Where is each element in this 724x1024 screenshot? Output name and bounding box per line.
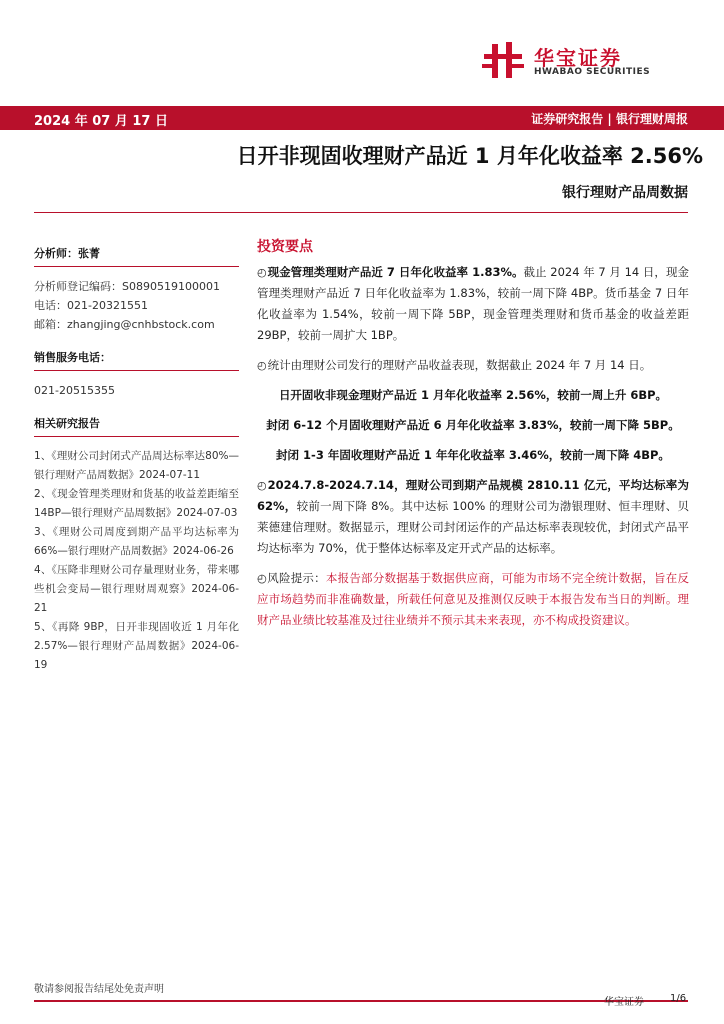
header-divider — [34, 212, 688, 213]
footer-divider — [34, 1000, 688, 1002]
related-report-item[interactable]: 4、《压降非理财公司存量理财业务，带来哪些机会变局—银行理财周观察》2024-06-21 — [34, 564, 239, 614]
paragraph-body: 较前一周下降 8%。其中达标 100% 的理财公司为渤银理财、恒丰理财、贝莱德建信理财。数据显示，理财公司封闭运作的产品达标率表现较优，封闭式产品平均达标率为 70%，优于整体达标率及定开式产品的达标率。 — [257, 499, 689, 555]
related-report-item[interactable]: 2、《现金管理类理财和货基的收益差距缩至 14BP—银行理财产品周数据》2024-07-03 — [34, 488, 239, 519]
report-subtitle: 银行理财产品周数据 — [562, 185, 688, 201]
main-content — [257, 236, 689, 631]
risk-label: 风险提示： — [267, 571, 326, 585]
related-report-item[interactable]: 3、《理财公司周度到期产品平均达标率为 66%—银行理财产品周数据》2024-06-26 — [34, 526, 239, 557]
hwabao-logo-icon — [480, 40, 526, 80]
analyst-name: 分析师：张菁 — [34, 247, 100, 260]
paragraph-stats-scope — [257, 355, 689, 376]
page-number: 1/6 — [670, 993, 687, 1004]
paragraph-lead: 现金管理类理财产品近 7 日年化收益率 1.83%。 — [267, 265, 524, 279]
related-report-item[interactable]: 1、《理财公司封闭式产品周达标率达80%—银行理财产品周数据》2024-07-11 — [34, 450, 239, 481]
risk-warning — [257, 568, 689, 631]
circled-marker-icon: ◴ — [257, 571, 268, 585]
analyst-license: 分析师登记编码：S0890519100001 — [34, 280, 220, 293]
company-logo — [480, 40, 690, 82]
footer-disclaimer: 敬请参阅报告结尾处免责声明 — [34, 984, 164, 995]
circled-marker-icon: ◴ — [257, 266, 267, 279]
analyst-email[interactable]: 邮箱：zhangjing@cnhbstock.com — [34, 318, 215, 331]
report-type: 证券研究报告 | 银行理财周报 — [531, 112, 688, 126]
paragraph-maturity — [257, 475, 689, 559]
circled-marker-icon: ◴ — [257, 479, 267, 492]
footer-brand: 华宝证券 — [604, 997, 644, 1008]
circled-marker-icon: ◴ — [257, 359, 267, 372]
paragraph-money-market — [257, 262, 689, 346]
sales-phone: 021-20515355 — [34, 384, 115, 397]
paragraph-lead: 2024.7.8-2024.7.14，理财公司到期产品规模 2810.11 亿元，平均达标率为 62%， — [257, 478, 689, 513]
analyst-phone: 电话：021-20321551 — [34, 299, 148, 312]
sidebar-divider — [34, 266, 239, 267]
sidebar-divider — [34, 370, 239, 371]
sales-title: 销售服务电话： — [34, 351, 111, 364]
paragraph-body: 统计由理财公司发行的理财产品收益表现，数据截止 2024 年 7 月 14 日。 — [267, 358, 652, 372]
brand-name-cn: 华宝证券 — [534, 46, 622, 70]
related-report-item[interactable]: 5、《再降 9BP，日开非现固收近 1 月年化 2.57%—银行理财产品周数据》2024-06-19 — [34, 621, 239, 671]
paragraph-body: 截止 2024 年 7 月 14 日，现金管理类理财产品近 7 日年化收益率为 1.83%，较前一周下降 4BP。货币基金 7 日年化收益率为 1.54%，较前一周下降 5BP，现金管理类理财和货币基金的收益差距 29BP，较前一周扩大 1BP。 — [257, 265, 689, 342]
report-banner — [0, 106, 724, 130]
highlight-daily-open: 日开固收非现金理财产品近 1 月年化收益率 2.56%，较前一周上升 6BP。 — [278, 388, 668, 402]
brand-name-en: HWABAO SECURITIES — [534, 67, 651, 77]
report-title: 日开非现固收理财产品近 1 月年化收益率 2.56% — [236, 144, 703, 168]
sidebar — [34, 244, 239, 675]
report-date: 2024 年 07 月 17 日 — [34, 114, 168, 129]
highlight-1-3-year: 封闭 1-3 年固收理财产品近 1 年年化收益率 3.46%，较前一周下降 4BP。 — [276, 448, 670, 462]
sidebar-divider — [34, 436, 239, 437]
highlight-6-12-month: 封闭 6-12 个月固收理财产品近 6 月年化收益率 3.83%，较前一周下降 5BP。 — [266, 418, 680, 432]
section-title: 投资要点 — [257, 239, 313, 255]
risk-text: 本报告部分数据基于数据供应商，可能为市场不完全统计数据，旨在反应市场趋势而非准确数量，所载任何意见及推测仅反映于本报告发布当日的判断。理财产品业绩比较基准及过往业绩并不预示其未来表现，亦不构成投资建议。 — [257, 571, 689, 627]
related-reports-title: 相关研究报告 — [34, 417, 100, 430]
